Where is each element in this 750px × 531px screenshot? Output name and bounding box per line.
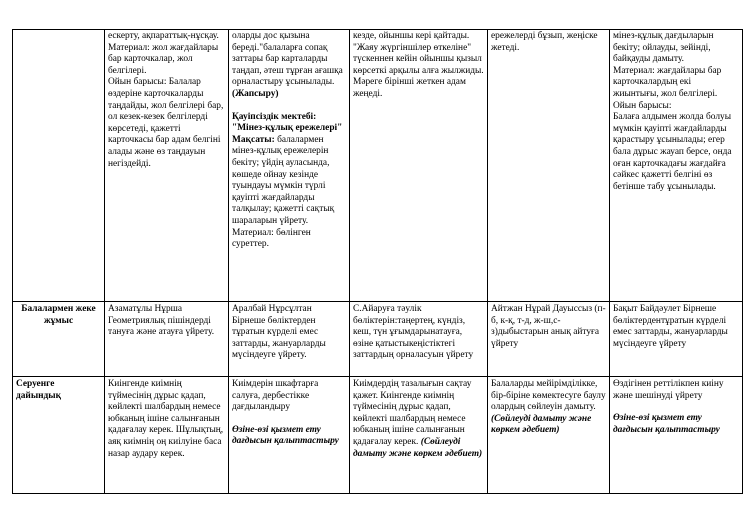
plan-cell <box>610 377 743 494</box>
plan-cell <box>610 302 743 377</box>
cell-paragraph: Ойын барысы: Балалар өздеріне карточкаларды таңдайды, жол белгілері бар, ол кезек-кезек белгілерді көрсетеді, қажетті карточкасы бар адам белгіні алады және өз таңдауын негіздейді. <box>108 77 224 169</box>
plan-cell <box>229 377 350 494</box>
plan-cell <box>350 30 488 302</box>
table-row <box>13 302 743 377</box>
plan-cell <box>105 377 229 494</box>
goal-label: Мақсаты: <box>232 134 278 145</box>
plan-cell <box>105 30 229 302</box>
plan-cell <box>350 302 488 377</box>
cell-paragraph <box>232 135 346 228</box>
cell-paragraph: Бақыт Байдәулет Бірнеше бөліктердентұратын күрделі емес заттарды, жануарларды мүсіндеуге үйрету <box>613 304 728 349</box>
cell-paragraph: кезде, ойыншы кері қайтады. "Жаяу жүргіншілер өткеліне" түскеннен кейін ойыншы қызыл көрсеткі арқылы алға жылжиды. Мәреге бірінші жеткен адам жеңеді. <box>353 31 484 99</box>
cell-paragraph: Балаға алдымен жолда болуы мүмкін қауіпті жағдайларды қарастыру ұсынылады; егер бала дұрыс жауап берсе, онда оған карточкадағы жағдайға сәйкес қажетті белгіні өз бетінше табу ұсынылады. <box>613 112 732 192</box>
table-row <box>13 377 743 494</box>
row-label: Балалармен жеке жұмыс <box>13 302 105 377</box>
cell-paragraph <box>491 379 606 437</box>
cell-paragraph: Ойын барысы: <box>613 100 672 111</box>
subject-tag: (Сөйлеуді дамыту және көркем әдебиет) <box>491 413 592 436</box>
cell-text: оларды дос қызына береді."балаларға сопақ заттары бар карталарды таңдап, әтеш тұрған ағашқа орналастыру ұсынылады. <box>232 31 343 88</box>
plan-cell <box>488 30 610 302</box>
activity-tag: (Жапсыру) <box>232 88 279 99</box>
cell-paragraph: ережелерді бұзып, жеңіске жетеді. <box>491 31 598 53</box>
plan-cell <box>105 302 229 377</box>
cell-paragraph <box>353 379 484 460</box>
row-label <box>13 30 105 302</box>
cell-text: Киімдердің тазалығын сақтау қажет. Киінгенде киімнің түймесінің дұрыс қадап, көйлекті шалбардың немесе юбканың ішіне салынғанын қадағалау керек. <box>353 379 472 447</box>
cell-paragraph: ескерту, ақпараттық-нұсқау. <box>108 31 219 41</box>
skill-note: Өзіне-өзі қызмет ету дағдысын қалыптастыру <box>613 413 720 435</box>
cell-paragraph <box>232 31 346 101</box>
cell-paragraph: Материал: бөлінген суреттер. <box>232 227 311 250</box>
cell-paragraph: Киінгенде киімнің түймесінің дұрыс қадап, көйлекті шалбардың немесе юбканың ішіне салынғанын қадағалау керек. Шұлықтың, аяқ киімнің оң киілуіне баса назар аудару керек. <box>108 379 224 459</box>
cell-text: балалармен мінез-құлық ережелерін бекіту; үйдің ауласында, көшеде ойнау кезінде туындауы мүмкін түрлі қауіпті жағдайларды талқылау; қажетті сақтық шараларын үйрету. <box>232 134 335 226</box>
plan-cell <box>610 30 743 302</box>
daily-plan-table <box>12 29 743 494</box>
cell-paragraph: С.Айаруға тәулік бөліктерін:таңертең, күндіз, кеш, түн ұғымдарынатауға, өзіне қатыстыкеңістіктегі заттардың орналасуын үйрету <box>353 304 474 361</box>
cell-paragraph: Аралбай Нұрсұлтан Бірнеше бөліктерден тұратын күрделі емес заттарды, жануарларды мүсіндеуге үйрету. <box>232 304 326 361</box>
cell-paragraph: Азаматұлы Нұрша Геометриялық пішіндерді тануға және атауға үйрету. <box>108 304 215 338</box>
table-row <box>13 30 743 302</box>
cell-paragraph: Өздігінен реттілікпен киіну және шешінуді үйрету <box>613 379 724 401</box>
plan-cell <box>488 377 610 494</box>
cell-paragraph: Киімдерін шкафтарға салуға, дербестікке дағдыландыру <box>232 379 319 413</box>
plan-cell <box>350 377 488 494</box>
cell-paragraph: мінез-құлық дағдыларын бекіту; ойлауды, зейінді, байқауды дамыту. <box>613 31 714 65</box>
plan-cell <box>229 302 350 377</box>
cell-paragraph: Айтжан Нұрай Дауыссыз (п-б, к-қ, т-д, ж-ш,с-з)дыбыстарын анық айтуға үйрету <box>491 304 606 349</box>
section-heading: Қауіпсіздік мектебі: "Мінез-құлық ережелері" <box>232 111 343 134</box>
plan-cell <box>488 302 610 377</box>
cell-text: Балаларды мейірімділікке, бір-біріне көмектесуге баулу олардың сөйлеуін дамыту. <box>491 379 606 413</box>
row-label: Серуенге дайындық <box>13 377 105 494</box>
cell-paragraph: Материал: жол жағдайлары бар карточкалар, жол белгілері. <box>108 42 219 76</box>
cell-paragraph: Материал: жағдайлары бар карточкалардың екі жиынтығы, жол белгілері. <box>613 65 722 99</box>
plan-cell <box>229 30 350 302</box>
subject-tag: (Сөйлеуді дамыту және көркем әдебиет) <box>353 436 483 459</box>
skill-note: Өзіне-өзі қызмет ету дағдысын қалыптастыру <box>232 424 339 447</box>
